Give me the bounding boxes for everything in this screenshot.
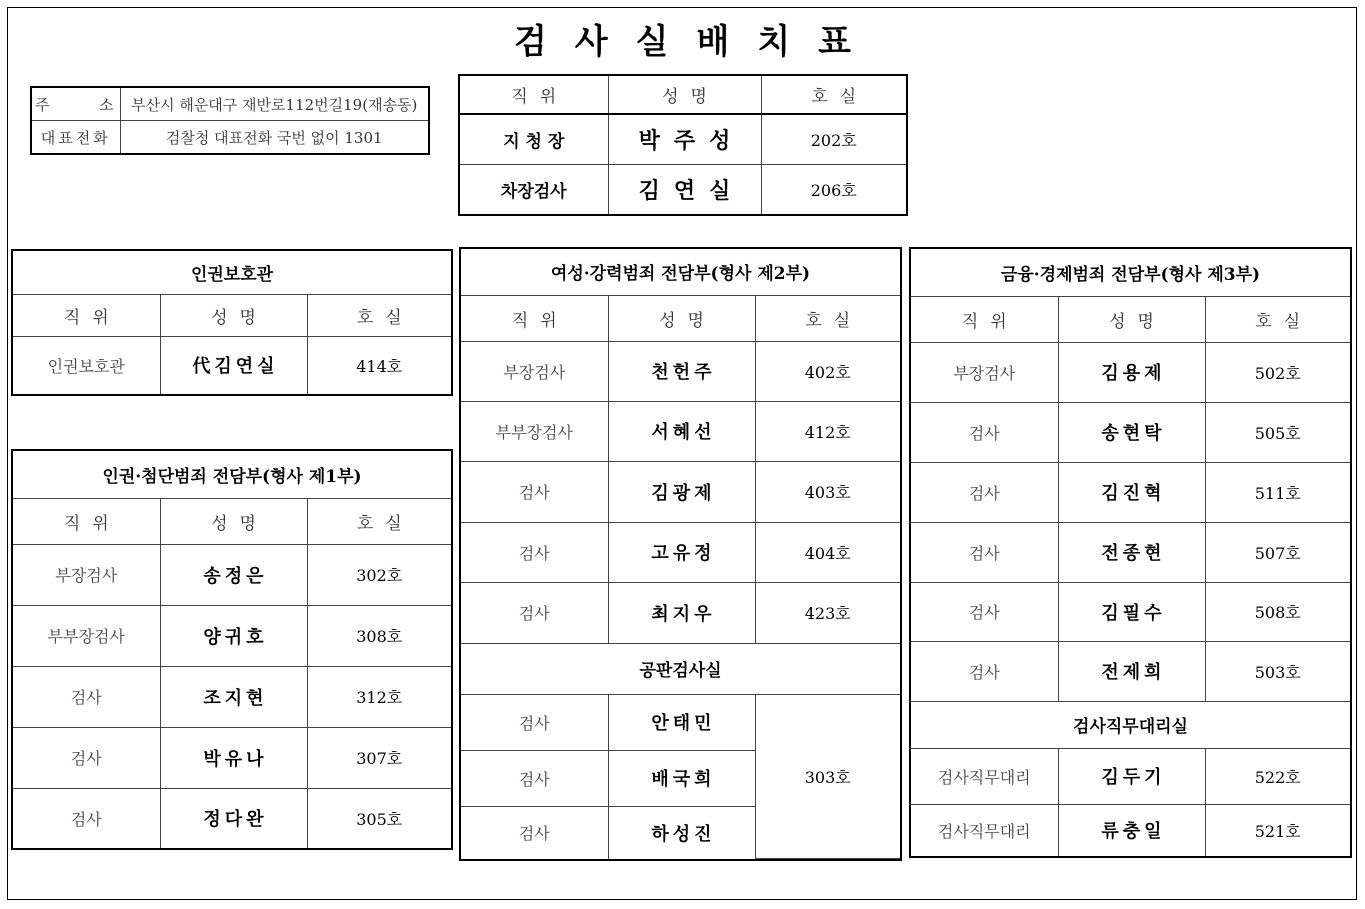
table-row xyxy=(461,694,900,750)
header-name: 성명 xyxy=(608,76,761,114)
row-position: 검사직무대리 xyxy=(911,804,1058,856)
row-position: 검사직무대리 xyxy=(911,748,1058,804)
row-name: 代김연실 xyxy=(160,336,307,394)
leader-room: 206호 xyxy=(761,165,906,214)
phone-value: 검찰청 대표전화 국번 없이 1301 xyxy=(120,121,428,154)
row-room: 511호 xyxy=(1205,462,1350,522)
header-room: 호실 xyxy=(1205,296,1350,342)
row-room: 522호 xyxy=(1205,748,1350,804)
row-room: 503호 xyxy=(1205,641,1350,701)
row-name: 송현탁 xyxy=(1058,402,1205,462)
row-name: 서혜선 xyxy=(608,401,755,461)
row-position: 검사 xyxy=(461,522,608,582)
row-position: 검사 xyxy=(461,750,608,806)
row-name: 김용제 xyxy=(1058,342,1205,402)
row-room: 414호 xyxy=(307,336,451,394)
row-position: 부부장검사 xyxy=(461,401,608,461)
header-room: 호실 xyxy=(761,76,906,114)
row-position: 검사 xyxy=(461,582,608,643)
table-row xyxy=(911,402,1350,462)
page-title: 검사실배치표 xyxy=(513,22,880,62)
header-room: 호실 xyxy=(307,294,451,336)
row-name: 하성진 xyxy=(608,806,755,859)
table-row xyxy=(461,522,900,582)
leaders-table xyxy=(458,74,908,216)
row-room: 507호 xyxy=(1205,522,1350,582)
division3-table xyxy=(909,247,1352,858)
row-position: 검사 xyxy=(13,727,160,788)
row-name: 전종현 xyxy=(1058,522,1205,582)
row-position: 검사 xyxy=(911,402,1058,462)
row-name: 김두기 xyxy=(1058,748,1205,804)
section-title: 공판검사실 xyxy=(461,643,900,694)
row-room: 404호 xyxy=(755,522,900,582)
header-room: 호실 xyxy=(307,498,451,544)
section-title: 인권·첨단범죄 전담부(형사 제1부) xyxy=(13,451,451,498)
row-position: 검사 xyxy=(13,788,160,848)
row-position: 검사 xyxy=(911,641,1058,701)
table-row xyxy=(461,401,900,461)
division1-table xyxy=(11,449,453,850)
header-position: 직위 xyxy=(13,498,160,544)
row-name: 전제희 xyxy=(1058,641,1205,701)
row-position: 인권보호관 xyxy=(13,336,160,394)
row-name: 김필수 xyxy=(1058,582,1205,641)
header-room: 호실 xyxy=(755,295,900,341)
table-row xyxy=(461,461,900,522)
table-row xyxy=(461,582,900,643)
header-name: 성명 xyxy=(160,498,307,544)
row-position: 검사 xyxy=(911,522,1058,582)
row-room: 502호 xyxy=(1205,342,1350,402)
row-position: 부부장검사 xyxy=(13,605,160,666)
row-room: 423호 xyxy=(755,582,900,643)
row-name: 김광제 xyxy=(608,461,755,522)
row-room: 308호 xyxy=(307,605,451,666)
table-row xyxy=(911,582,1350,641)
row-room: 307호 xyxy=(307,727,451,788)
row-name: 양귀호 xyxy=(160,605,307,666)
table-row xyxy=(911,641,1350,701)
section-title: 여성·강력범죄 전담부(형사 제2부) xyxy=(461,249,900,295)
row-name: 김진혁 xyxy=(1058,462,1205,522)
header-position: 직위 xyxy=(461,295,608,341)
table-row xyxy=(911,462,1350,522)
row-name: 배국희 xyxy=(608,750,755,806)
table-row xyxy=(13,666,451,727)
row-name: 조지현 xyxy=(160,666,307,727)
row-position: 검사 xyxy=(461,461,608,522)
leader-name: 김연실 xyxy=(608,165,761,214)
header-position: 직위 xyxy=(13,294,160,336)
section-title: 금융·경제범죄 전담부(형사 제3부) xyxy=(911,249,1350,296)
row-name: 류충일 xyxy=(1058,804,1205,856)
leader-room: 202호 xyxy=(761,114,906,165)
row-position: 검사 xyxy=(461,806,608,859)
division2-table xyxy=(459,247,902,861)
section-title: 검사직무대리실 xyxy=(911,701,1350,748)
leader-name: 박주성 xyxy=(608,114,761,165)
row-room: 521호 xyxy=(1205,804,1350,856)
row-room: 403호 xyxy=(755,461,900,522)
info-box xyxy=(30,86,430,155)
row-position: 검사 xyxy=(911,582,1058,641)
table-row xyxy=(13,544,451,605)
header-name: 성명 xyxy=(608,295,755,341)
table-row xyxy=(13,727,451,788)
address-value: 부산시 해운대구 재반로112번길19(재송동) xyxy=(120,88,428,121)
row-name: 박유나 xyxy=(160,727,307,788)
row-position: 부장검사 xyxy=(911,342,1058,402)
row-position: 검사 xyxy=(911,462,1058,522)
trial-room: 303호 xyxy=(755,694,900,859)
header-name: 성명 xyxy=(1058,296,1205,342)
leader-position: 지 청 장 xyxy=(460,114,608,165)
table-row xyxy=(911,342,1350,402)
row-position: 검사 xyxy=(461,694,608,750)
table-row xyxy=(911,522,1350,582)
phone-label: 대표전화 xyxy=(32,121,120,154)
row-name: 천헌주 xyxy=(608,341,755,401)
table-row xyxy=(911,804,1350,856)
table-row xyxy=(461,341,900,401)
section-title: 인권보호관 xyxy=(13,251,451,294)
header-name: 성명 xyxy=(160,294,307,336)
row-position: 검사 xyxy=(13,666,160,727)
row-room: 508호 xyxy=(1205,582,1350,641)
row-room: 302호 xyxy=(307,544,451,605)
row-room: 312호 xyxy=(307,666,451,727)
human-rights-office-table xyxy=(11,249,453,396)
address-label: 주 소 xyxy=(32,88,120,121)
row-room: 412호 xyxy=(755,401,900,461)
table-row xyxy=(13,605,451,666)
table-row xyxy=(911,748,1350,804)
row-name: 송정은 xyxy=(160,544,307,605)
row-name: 최지우 xyxy=(608,582,755,643)
header-position: 직위 xyxy=(911,296,1058,342)
row-name: 고유정 xyxy=(608,522,755,582)
row-position: 부장검사 xyxy=(461,341,608,401)
header-position: 직위 xyxy=(460,76,608,114)
leader-position: 차장검사 xyxy=(460,165,608,214)
row-position: 부장검사 xyxy=(13,544,160,605)
row-room: 402호 xyxy=(755,341,900,401)
row-name: 안태민 xyxy=(608,694,755,750)
row-room: 305호 xyxy=(307,788,451,848)
row-name: 정다완 xyxy=(160,788,307,848)
table-row xyxy=(13,788,451,848)
row-room: 505호 xyxy=(1205,402,1350,462)
